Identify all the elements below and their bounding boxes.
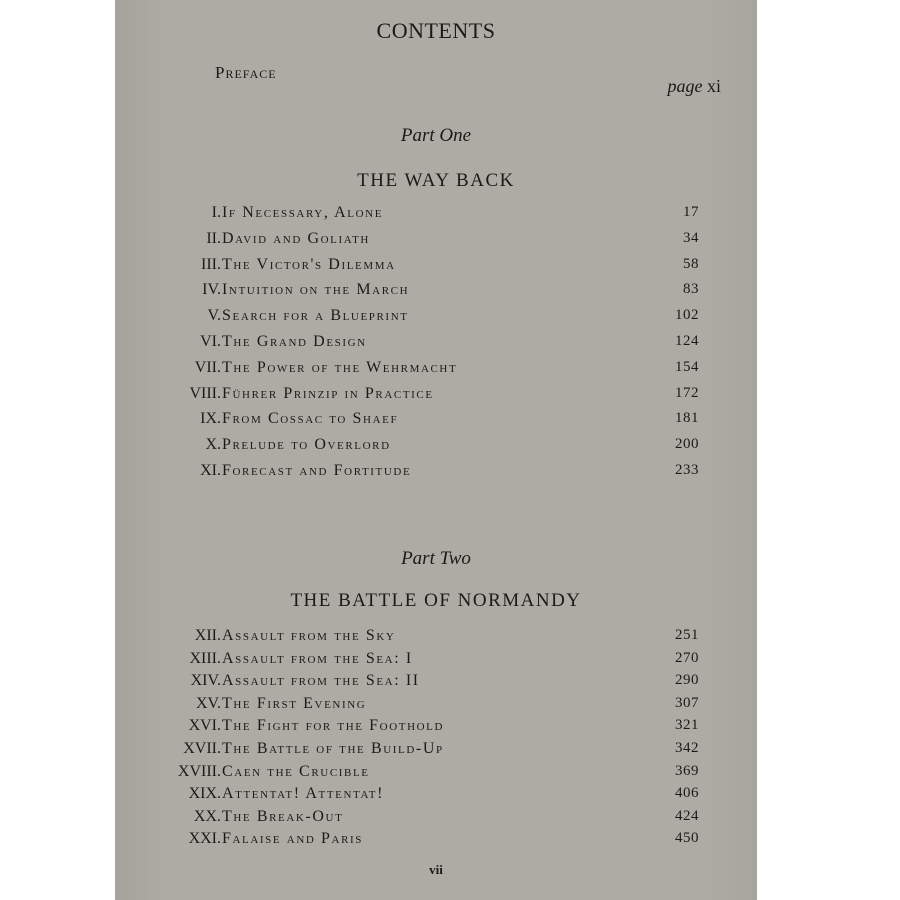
chapter-number: XVI. [188,717,221,735]
page-folio: vii [429,862,443,877]
chapter-number: VII. [194,358,221,376]
chapter-title: Assault from the Sea: II [222,672,420,690]
toc-entry [115,763,757,787]
part-one-label: Part One [400,125,472,146]
toc-entry [115,204,757,228]
chapter-number: III. [201,255,221,273]
preface-page [667,76,721,97]
chapter-number: V. [207,307,221,325]
toc-entry [115,695,757,719]
chapter-number: II. [206,229,221,247]
chapter-title: Führer Prinzip in Practice [222,384,434,402]
toc-entry [115,830,757,854]
chapter-number: X. [205,436,221,454]
chapter-title: From Cossac to Shaef [222,410,399,428]
chapter-number: XIV. [190,672,221,690]
chapter-page: 342 [675,740,699,756]
chapter-title: David and Goliath [222,229,370,247]
part-two-label: Part Two [401,548,471,569]
chapter-page: 83 [683,281,699,298]
chapter-page: 17 [683,204,699,220]
chapter-title: Search for a Blueprint [222,307,409,325]
chapter-page: 172 [675,384,699,401]
chapter-page: 58 [683,255,699,272]
contents-heading: CONTENTS [376,18,496,43]
chapter-number: IX. [200,410,221,428]
part-two-title: THE BATTLE OF NORMANDY [290,590,582,611]
chapter-number: XVIII. [177,762,221,780]
toc-entry [115,385,757,409]
chapter-page: 406 [675,785,699,802]
chapter-title: Forecast and Fortitude [222,462,412,479]
toc-entry [115,785,757,809]
chapter-title: Caen the Crucible [222,762,370,780]
chapter-title: Intuition on the March [222,281,410,299]
chapter-number: XII. [194,627,221,644]
chapter-title: The Break-Out [222,807,344,825]
chapter-number: XIII. [189,649,221,667]
chapter-title: The First Evening [222,694,367,712]
chapter-title: The Battle of the Build-Up [222,740,444,757]
chapter-number: VIII. [189,384,221,402]
chapter-title: If Necessary, Alone [222,204,384,221]
chapter-page: 233 [675,462,699,478]
chapter-title: Prelude to Overlord [222,436,391,454]
toc-entry [115,281,757,305]
chapter-page: 102 [675,307,699,324]
toc-entry [115,808,757,832]
toc-entry [115,307,757,331]
chapter-title: Assault from the Sea: I [222,649,413,667]
chapter-page: 307 [675,694,699,711]
chapter-number: XXI. [188,830,221,848]
chapter-page: 321 [675,717,699,734]
chapter-page: 369 [675,762,699,779]
chapter-number: I. [211,204,221,221]
toc-entry [115,230,757,254]
chapter-number: IV. [202,281,221,299]
toc-entry [115,672,757,696]
chapter-page: 34 [683,229,699,246]
chapter-number: XX. [193,807,221,825]
toc-entry [115,256,757,280]
toc-entry [115,627,757,651]
toc-entry [115,359,757,383]
chapter-page: 154 [675,358,699,375]
chapter-page: 124 [675,333,699,349]
chapter-title: Falaise and Paris [222,830,363,848]
preface-entry: Preface [215,63,277,82]
toc-entry [115,436,757,460]
preface-page-number: xi [706,76,721,96]
chapter-page: 424 [675,807,699,824]
chapter-page: 270 [675,649,699,666]
toc-entry [115,740,757,764]
toc-entry [115,410,757,434]
chapter-number: XV. [195,694,221,712]
chapter-number: XIX. [188,785,221,803]
chapter-page: 181 [675,410,699,427]
chapter-number: XVII. [183,740,221,757]
toc-entry [115,650,757,674]
book-page [115,0,757,900]
chapter-number: XI. [200,462,221,479]
chapter-page: 450 [675,830,699,847]
toc-entry [115,333,757,357]
chapter-title: Assault from the Sky [222,627,396,644]
chapter-title: The Grand Design [222,333,367,350]
chapter-title: Attentat! Attentat! [222,785,385,803]
chapter-title: The Victor's Dilemma [222,255,396,273]
part-one-title: THE WAY BACK [357,170,515,191]
chapter-page: 200 [675,436,699,453]
chapter-title: The Power of the Wehrmacht [222,358,458,376]
chapter-page: 251 [675,627,699,643]
preface-page-prefix: page [667,76,703,96]
chapter-number: VI. [200,333,221,350]
chapter-title: The Fight for the Foothold [222,717,445,735]
toc-entry [115,717,757,741]
chapter-page: 290 [675,672,699,689]
toc-entry [115,462,757,486]
